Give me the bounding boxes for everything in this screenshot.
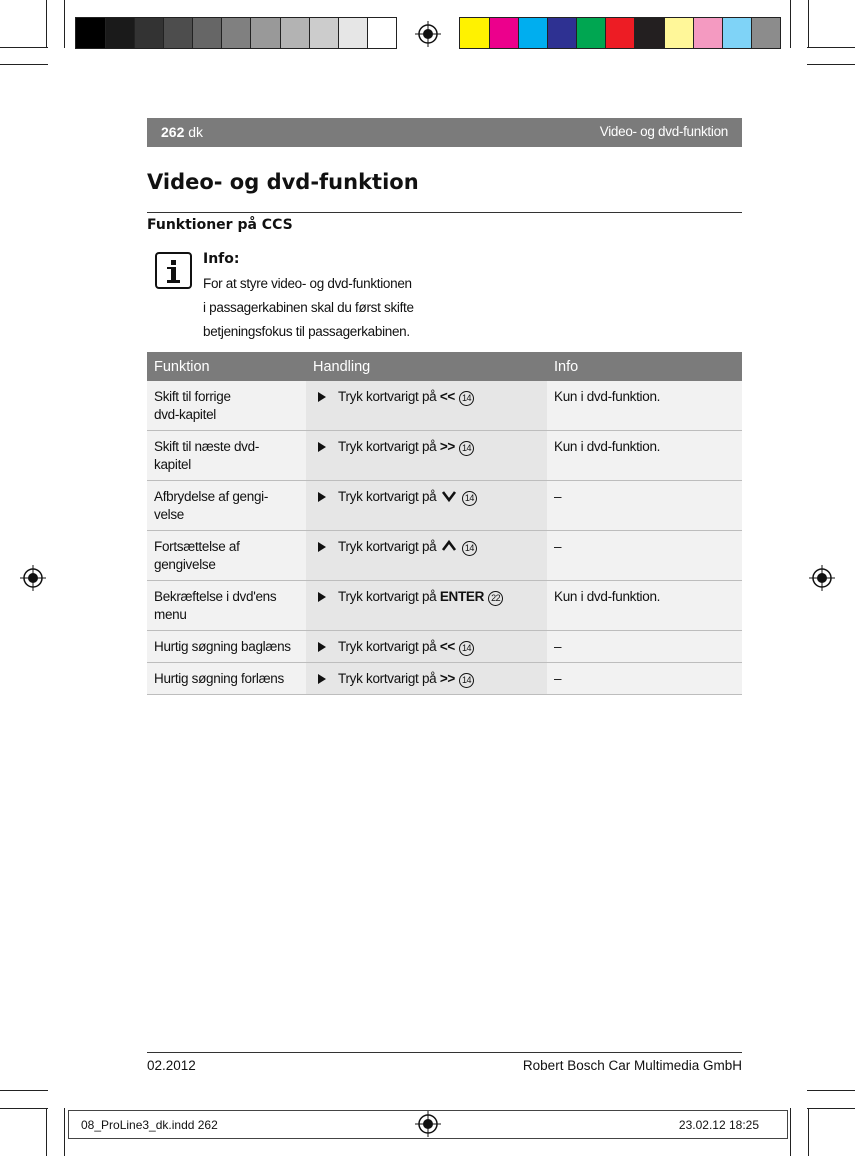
function-text: menu: [154, 607, 187, 622]
function-cell: [147, 431, 306, 481]
function-cell: [147, 531, 306, 581]
bullet-arrow-icon: [318, 674, 326, 684]
color-swatch: [338, 18, 367, 48]
page-header: [147, 118, 742, 147]
color-swatch: [460, 18, 489, 48]
function-cell: [147, 481, 306, 531]
color-swatch: [518, 18, 547, 48]
info-cell: Kun i dvd-funktion.: [547, 381, 742, 431]
crop-mark: [807, 1090, 855, 1091]
table-row: [147, 631, 742, 663]
info-line: For at styre video- og dvd-funktionen: [203, 276, 412, 291]
reference-number: 14: [459, 441, 474, 456]
table-row: [147, 581, 742, 631]
registration-mark-icon: [20, 565, 46, 591]
footer-date: 02.2012: [147, 1058, 196, 1073]
crop-mark: [807, 64, 855, 65]
bullet-arrow-icon: [318, 542, 326, 552]
slug-file: 08_ProLine3_dk.indd 262: [81, 1118, 218, 1132]
action-cell: [306, 581, 547, 631]
action-cell: [306, 481, 547, 531]
action-cell: [306, 531, 547, 581]
bullet-arrow-icon: [318, 592, 326, 602]
function-text: Afbrydelse af gengi-: [154, 489, 269, 504]
key-label: >>: [439, 671, 455, 686]
table-row: [147, 431, 742, 481]
function-cell: [147, 663, 306, 695]
function-text: velse: [154, 507, 185, 522]
key-label: ENTER: [439, 589, 485, 604]
reference-number: 14: [462, 541, 477, 556]
function-text: Hurtig søgning forlæns: [154, 671, 284, 686]
footer-divider: [147, 1052, 742, 1053]
info-icon: [155, 252, 192, 289]
color-swatch: [76, 18, 105, 48]
column-header-info: Info: [547, 352, 742, 381]
reference-number: 14: [459, 641, 474, 656]
section-divider: [147, 212, 742, 213]
reference-number: 14: [459, 391, 474, 406]
function-text: Bekræftelse i dvd'ens: [154, 589, 277, 604]
reference-number: 22: [488, 591, 503, 606]
action-text: Tryk kortvarigt på: [338, 671, 437, 686]
color-swatch: [367, 18, 396, 48]
function-table: [147, 352, 742, 695]
bullet-arrow-icon: [318, 492, 326, 502]
info-cell: –: [547, 663, 742, 695]
info-title: Info:: [203, 251, 240, 267]
color-swatch: [250, 18, 279, 48]
crop-mark: [46, 1108, 47, 1156]
table-row: [147, 663, 742, 695]
gray-color-bar: [75, 17, 397, 49]
function-cell: [147, 381, 306, 431]
color-swatch: [105, 18, 134, 48]
action-text: Tryk kortvarigt på: [338, 539, 437, 554]
crop-mark: [0, 47, 48, 48]
color-swatch: [751, 18, 780, 48]
info-cell: –: [547, 481, 742, 531]
column-header-function: Funktion: [147, 352, 306, 381]
color-swatch: [634, 18, 663, 48]
slug-timestamp: 23.02.12 18:25: [678, 1118, 759, 1132]
info-cell: –: [547, 631, 742, 663]
color-swatch: [576, 18, 605, 48]
function-text: dvd-kapitel: [154, 407, 216, 422]
color-swatch: [605, 18, 634, 48]
crop-mark: [64, 0, 65, 48]
color-swatch: [221, 18, 250, 48]
color-swatch: [309, 18, 338, 48]
function-text: Skift til næste dvd-: [154, 439, 260, 454]
crop-mark: [0, 64, 48, 65]
color-swatch: [163, 18, 192, 48]
function-text: Hurtig søgning baglæns: [154, 639, 291, 654]
function-cell: [147, 631, 306, 663]
crop-mark: [64, 1108, 65, 1156]
key-label: <<: [439, 389, 455, 404]
function-text: gengivelse: [154, 557, 216, 572]
info-line: betjeningsfokus til passagerkabinen.: [203, 324, 410, 339]
crop-mark: [808, 0, 809, 48]
reference-number: 14: [462, 491, 477, 506]
crop-mark: [46, 0, 47, 48]
crop-mark: [0, 1108, 48, 1109]
color-swatch: [722, 18, 751, 48]
action-cell: [306, 631, 547, 663]
crop-mark: [0, 1090, 48, 1091]
info-text: [203, 272, 443, 344]
crop-mark: [790, 1108, 791, 1156]
bullet-arrow-icon: [318, 392, 326, 402]
key-label: <<: [439, 639, 455, 654]
function-cell: [147, 581, 306, 631]
chevron-up-icon: [440, 539, 458, 553]
action-text: Tryk kortvarigt på: [338, 439, 437, 454]
color-swatch: [489, 18, 518, 48]
color-swatch: [693, 18, 722, 48]
function-text: kapitel: [154, 457, 191, 472]
section-title: Funktioner på CCS: [147, 217, 293, 233]
action-text: Tryk kortvarigt på: [338, 639, 437, 654]
color-swatch: [664, 18, 693, 48]
chevron-down-icon: [440, 489, 458, 503]
color-swatch: [547, 18, 576, 48]
table-row: [147, 381, 742, 431]
reference-number: 14: [459, 673, 474, 688]
action-cell: [306, 381, 547, 431]
info-cell: –: [547, 531, 742, 581]
color-swatch: [280, 18, 309, 48]
footer-company: Robert Bosch Car Multimedia GmbH: [522, 1058, 742, 1073]
table-row: [147, 481, 742, 531]
process-color-bar: [459, 17, 781, 49]
crop-mark: [790, 0, 791, 48]
page-title: Video- og dvd-funktion: [147, 170, 419, 194]
color-swatch: [192, 18, 221, 48]
crop-mark: [808, 1108, 809, 1156]
key-label: >>: [439, 439, 455, 454]
action-text: Tryk kortvarigt på: [338, 589, 437, 604]
bullet-arrow-icon: [318, 442, 326, 452]
action-text: Tryk kortvarigt på: [338, 489, 437, 504]
action-cell: [306, 663, 547, 695]
function-text: Fortsættelse af: [154, 539, 240, 554]
print-slug: [68, 1110, 788, 1139]
page-number: 262 dk: [161, 124, 204, 140]
crop-mark: [807, 1108, 855, 1109]
column-header-action: Handling: [306, 352, 547, 381]
language-code: dk: [188, 124, 204, 140]
running-title: Video- og dvd-funktion: [599, 124, 728, 139]
bullet-arrow-icon: [318, 642, 326, 652]
registration-mark-icon: [415, 21, 441, 47]
action-cell: [306, 431, 547, 481]
color-swatch: [134, 18, 163, 48]
registration-mark-icon: [809, 565, 835, 591]
info-cell: Kun i dvd-funktion.: [547, 581, 742, 631]
info-cell: Kun i dvd-funktion.: [547, 431, 742, 481]
info-line: i passagerkabinen skal du først skifte: [203, 300, 414, 315]
action-text: Tryk kortvarigt på: [338, 389, 437, 404]
function-text: Skift til forrige: [154, 389, 231, 404]
table-row: [147, 531, 742, 581]
crop-mark: [807, 47, 855, 48]
